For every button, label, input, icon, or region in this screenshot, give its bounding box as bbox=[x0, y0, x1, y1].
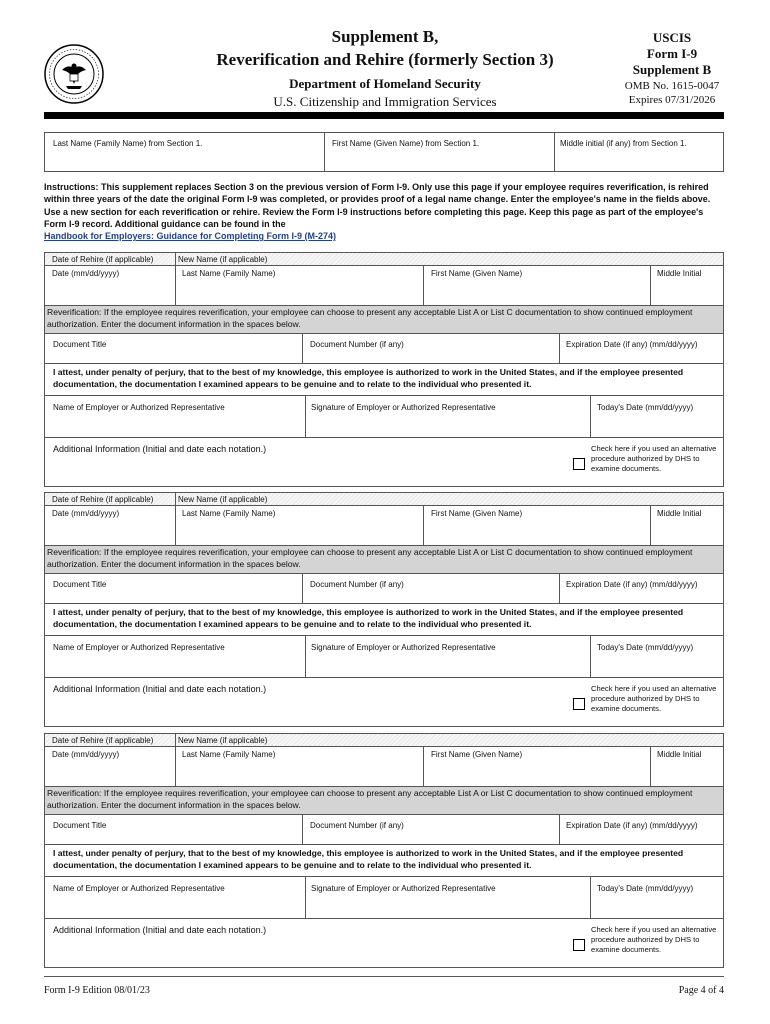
form-title-line2: Reverification and Rehire (formerly Section 3) bbox=[216, 50, 554, 69]
todays-date-label: Today's Date (mm/dd/yyyy) bbox=[597, 884, 694, 893]
new-first-name-label: First Name (Given Name) bbox=[431, 750, 523, 759]
reverification-text: Reverification: If the employee requires reverification, your employee can choose to present any acceptable List A or List C documentation to show continued employment authorization. Enter the document information in the spaces below. bbox=[47, 307, 693, 329]
employer-name-field[interactable] bbox=[49, 897, 305, 917]
additional-info-field[interactable] bbox=[49, 939, 563, 967]
first-name-field[interactable] bbox=[329, 151, 553, 171]
instructions bbox=[44, 181, 724, 242]
new-middle-initial-label: Middle Initial bbox=[657, 509, 702, 518]
new-name-label: New Name (if applicable) bbox=[178, 495, 268, 504]
expiration-date-label: Expiration Date (if any) (mm/dd/yyyy) bbox=[566, 821, 698, 830]
last-name-field[interactable] bbox=[51, 151, 323, 171]
omb-number: OMB No. 1615-0047 bbox=[624, 80, 720, 92]
employer-name-label: Name of Employer or Authorized Representative bbox=[53, 403, 225, 412]
alternative-procedure-checkbox[interactable] bbox=[573, 458, 585, 470]
employer-signature-label: Signature of Employer or Authorized Representative bbox=[311, 643, 496, 652]
middle-initial-field[interactable] bbox=[559, 151, 723, 171]
new-last-name-label: Last Name (Family Name) bbox=[182, 269, 276, 278]
new-first-name-label: First Name (Given Name) bbox=[431, 269, 523, 278]
new-last-name-field[interactable] bbox=[179, 282, 423, 302]
middle-initial-label: Middle initial (if any) from Section 1. bbox=[560, 139, 687, 148]
additional-info-label: Additional Information (Initial and date each notation.) bbox=[53, 444, 267, 454]
attestation-text: I attest, under penalty of perjury, that to the best of my knowledge, this employee is authorized to work in the United States, and if the employee presented documentation, the documentation I examined appears to be genuine and to relate to the individual who presented it. bbox=[53, 367, 684, 389]
new-middle-initial-label: Middle Initial bbox=[657, 269, 702, 278]
new-last-name-label: Last Name (Family Name) bbox=[182, 750, 276, 759]
last-name-label: Last Name (Family Name) from Section 1. bbox=[53, 139, 203, 148]
expiration-date-field[interactable] bbox=[564, 348, 724, 364]
employer-signature-field[interactable] bbox=[309, 416, 591, 436]
agency-name: U.S. Citizenship and Immigration Services bbox=[273, 94, 497, 109]
document-number-label: Document Number (if any) bbox=[310, 580, 404, 589]
reverification-text: Reverification: If the employee requires reverification, your employee can choose to present any acceptable List A or List C documentation to show continued employment authorization. Enter the document information in the spaces below. bbox=[47, 547, 693, 569]
rehire-date-field[interactable] bbox=[49, 763, 175, 783]
reverification-section-2 bbox=[44, 492, 724, 727]
document-number-label: Document Number (if any) bbox=[310, 340, 404, 349]
reverification-text: Reverification: If the employee requires reverification, your employee can choose to present any acceptable List A or List C documentation to show continued employment authorization. Enter the document information in the spaces below. bbox=[47, 788, 693, 810]
new-name-label: New Name (if applicable) bbox=[178, 255, 268, 264]
document-number-field[interactable] bbox=[307, 588, 559, 604]
reverification-section-1 bbox=[44, 252, 724, 487]
new-name-label: New Name (if applicable) bbox=[178, 736, 268, 745]
attestation-text: I attest, under penalty of perjury, that to the best of my knowledge, this employee is authorized to work in the United States, and if the employee presented documentation, the documentation I examined appears to be genuine and to relate to the individual who presented it. bbox=[53, 848, 684, 870]
expiration-date-field[interactable] bbox=[564, 829, 724, 845]
todays-date-field[interactable] bbox=[595, 656, 725, 676]
new-middle-initial-field[interactable] bbox=[654, 522, 724, 542]
employee-name-row bbox=[44, 132, 724, 172]
new-last-name-field[interactable] bbox=[179, 763, 423, 783]
employer-name-label: Name of Employer or Authorized Representative bbox=[53, 884, 225, 893]
header-rule bbox=[44, 112, 724, 119]
new-first-name-field[interactable] bbox=[427, 522, 651, 542]
dhs-seal-icon bbox=[44, 44, 104, 104]
employer-name-label: Name of Employer or Authorized Representative bbox=[53, 643, 225, 652]
form-name: Form I-9 bbox=[646, 46, 698, 61]
rehire-date-field[interactable] bbox=[49, 282, 175, 302]
employer-signature-field[interactable] bbox=[309, 897, 591, 917]
employer-name-field[interactable] bbox=[49, 656, 305, 676]
date-label: Date (mm/dd/yyyy) bbox=[52, 509, 120, 518]
supplement-name: Supplement B bbox=[632, 62, 712, 77]
employer-signature-field[interactable] bbox=[309, 656, 591, 676]
new-last-name-label: Last Name (Family Name) bbox=[182, 509, 276, 518]
todays-date-field[interactable] bbox=[595, 897, 725, 917]
date-label: Date (mm/dd/yyyy) bbox=[52, 750, 120, 759]
document-title-label: Document Title bbox=[53, 821, 107, 830]
alternative-procedure-label: Check here if you used an alternative procedure authorized by DHS to examine documents. bbox=[591, 684, 717, 713]
alternative-procedure-label: Check here if you used an alternative procedure authorized by DHS to examine documents. bbox=[591, 925, 717, 954]
first-name-label: First Name (Given Name) from Section 1. bbox=[332, 139, 480, 148]
date-of-rehire-label: Date of Rehire (if applicable) bbox=[52, 255, 154, 264]
document-title-field[interactable] bbox=[49, 348, 301, 364]
document-number-field[interactable] bbox=[307, 829, 559, 845]
agency-short: USCIS bbox=[652, 30, 692, 45]
expiration-date-field[interactable] bbox=[564, 588, 724, 604]
employer-name-field[interactable] bbox=[49, 416, 305, 436]
alternative-procedure-checkbox[interactable] bbox=[573, 939, 585, 951]
date-of-rehire-label: Date of Rehire (if applicable) bbox=[52, 495, 154, 504]
page-number: Page 4 of 4 bbox=[678, 985, 724, 996]
new-first-name-label: First Name (Given Name) bbox=[431, 509, 523, 518]
additional-info-field[interactable] bbox=[49, 458, 563, 486]
date-label: Date (mm/dd/yyyy) bbox=[52, 269, 120, 278]
new-first-name-field[interactable] bbox=[427, 763, 651, 783]
document-title-field[interactable] bbox=[49, 588, 301, 604]
document-title-field[interactable] bbox=[49, 829, 301, 845]
expiration-date: Expires 07/31/2026 bbox=[628, 94, 716, 106]
new-middle-initial-field[interactable] bbox=[654, 763, 724, 783]
alternative-procedure-label: Check here if you used an alternative procedure authorized by DHS to examine documents. bbox=[591, 444, 717, 473]
expiration-date-label: Expiration Date (if any) (mm/dd/yyyy) bbox=[566, 580, 698, 589]
expiration-date-label: Expiration Date (if any) (mm/dd/yyyy) bbox=[566, 340, 698, 349]
handbook-link[interactable]: Handbook for Employers: Guidance for Completing Form I-9 (M-274) bbox=[44, 231, 337, 242]
additional-info-label: Additional Information (Initial and date each notation.) bbox=[53, 925, 267, 935]
employer-signature-label: Signature of Employer or Authorized Representative bbox=[311, 884, 496, 893]
document-title-label: Document Title bbox=[53, 580, 107, 589]
new-middle-initial-label: Middle Initial bbox=[657, 750, 702, 759]
reverification-section-3 bbox=[44, 733, 724, 968]
employer-signature-label: Signature of Employer or Authorized Representative bbox=[311, 403, 496, 412]
form-title-line1: Supplement B, bbox=[331, 27, 439, 46]
document-number-label: Document Number (if any) bbox=[310, 821, 404, 830]
new-first-name-field[interactable] bbox=[427, 282, 651, 302]
footer-rule bbox=[44, 976, 724, 977]
new-last-name-field[interactable] bbox=[179, 522, 423, 542]
department-name: Department of Homeland Security bbox=[289, 76, 481, 91]
document-title-label: Document Title bbox=[53, 340, 107, 349]
alternative-procedure-checkbox[interactable] bbox=[573, 698, 585, 710]
date-of-rehire-label: Date of Rehire (if applicable) bbox=[52, 736, 154, 745]
document-number-field[interactable] bbox=[307, 348, 559, 364]
additional-info-field[interactable] bbox=[49, 698, 563, 726]
form-edition: Form I-9 Edition 08/01/23 bbox=[44, 985, 150, 996]
instructions-text: Instructions: This supplement replaces Section 3 on the previous version of Form I-9. Only use this page if your employee requires reverification, is rehired within three years of the date the original Form I-9 was completed, or provides proof of a legal name change. Enter the employee's name in the fields above. Use a new section for each reverification or rehire. Review the Form I-9 instructions before completing this page. Keep this page as part of the employee's Form I-9 record. Additional guidance can be found in the bbox=[44, 182, 711, 229]
todays-date-field[interactable] bbox=[595, 416, 725, 436]
todays-date-label: Today's Date (mm/dd/yyyy) bbox=[597, 643, 694, 652]
attestation-text: I attest, under penalty of perjury, that to the best of my knowledge, this employee is authorized to work in the United States, and if the employee presented documentation, the documentation I examined appears to be genuine and to relate to the individual who presented it. bbox=[53, 607, 684, 629]
additional-info-label: Additional Information (Initial and date each notation.) bbox=[53, 684, 267, 694]
new-middle-initial-field[interactable] bbox=[654, 282, 724, 302]
todays-date-label: Today's Date (mm/dd/yyyy) bbox=[597, 403, 694, 412]
rehire-date-field[interactable] bbox=[49, 522, 175, 542]
